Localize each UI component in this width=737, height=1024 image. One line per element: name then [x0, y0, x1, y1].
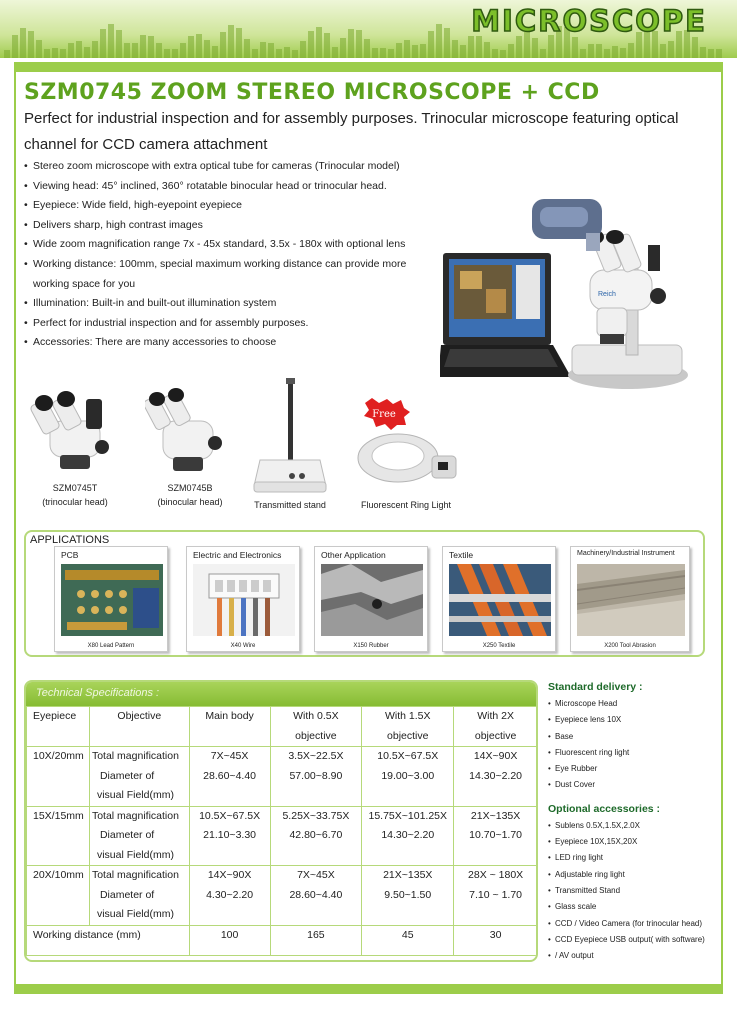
- equalizer-bar: [484, 42, 490, 58]
- feature-item: • Accessories: There are many accessories to choose: [24, 333, 444, 353]
- equalizer-bar: [540, 49, 546, 58]
- equalizer-bar: [244, 39, 250, 58]
- accessory-desc: (binocular head): [157, 497, 223, 507]
- value-cell: 3.5X~22.5X 57.00~8.90: [270, 747, 362, 807]
- equalizer-bar: [604, 49, 610, 58]
- value-cell: 10.5X~67.5X 19.00~3.00: [362, 747, 454, 807]
- working-distance-label: Working distance (mm): [27, 925, 190, 955]
- application-caption: X40 Wire: [230, 643, 256, 649]
- tool-abrasion-photo: [577, 564, 685, 636]
- header-eyepiece: Eyepiece: [27, 707, 90, 747]
- equalizer-bar: [716, 49, 722, 58]
- objective-cell: Total magnification Diameter of visual Field(mm): [89, 866, 189, 926]
- applications-heading: APPLICATIONS: [30, 534, 110, 546]
- equalizer-bar: [92, 41, 98, 58]
- spec-row-15x: [27, 806, 538, 866]
- application-title: Other Application: [321, 550, 386, 560]
- equalizer-bar: [276, 49, 282, 58]
- objective-cell: Total magnification Diameter of visual Field(mm): [89, 806, 189, 866]
- equalizer-bar: [580, 49, 586, 58]
- header-with-05x: With 0.5X objective: [270, 707, 362, 747]
- equalizer-bar: [356, 30, 362, 58]
- equalizer-bar: [380, 48, 386, 58]
- equalizer-bar: [156, 43, 162, 58]
- list-item: • Adjustable ring light: [548, 867, 728, 883]
- equalizer-bar: [500, 50, 506, 58]
- list-item: • / AV output: [548, 948, 728, 964]
- application-card-textile: [442, 546, 556, 652]
- feature-item: • Perfect for industrial inspection and for assembly purposes.: [24, 314, 444, 334]
- feature-item: • Illumination: Built-in and built-out illumination system: [24, 294, 444, 314]
- list-item: • Eyepiece lens 10X: [548, 712, 728, 728]
- accessory-binocular-head: [145, 383, 235, 509]
- spec-row-working-distance: [27, 925, 538, 955]
- top-divider: [14, 62, 723, 72]
- value-cell: 45: [362, 925, 454, 955]
- rubber-photo: [321, 564, 423, 636]
- objective-cell: Total magnification Diameter of visual Field(mm): [89, 747, 189, 807]
- eyepiece-cell: 20X/10mm: [27, 866, 90, 926]
- equalizer-bar: [268, 43, 274, 58]
- equalizer-bar: [364, 39, 370, 58]
- equalizer-bar: [332, 47, 338, 58]
- equalizer-bar: [596, 44, 602, 58]
- applications-panel: [24, 530, 705, 657]
- application-card-other: [314, 546, 428, 652]
- equalizer-bar: [44, 49, 50, 58]
- header-objective: Objective: [89, 707, 189, 747]
- equalizer-bar: [628, 43, 634, 58]
- equalizer-bar: [220, 32, 226, 58]
- equalizer-bar: [668, 41, 674, 58]
- value-cell: 21X~135X 9.50~1.50: [362, 866, 454, 926]
- equalizer-bar: [180, 43, 186, 58]
- spec-heading-bar: [26, 682, 536, 706]
- value-cell: 14X~90X 14.30~2.20: [454, 747, 538, 807]
- equalizer-bar: [428, 31, 434, 58]
- application-title: Electric and Electronics: [193, 550, 282, 560]
- accessory-ring-light: [350, 398, 462, 512]
- equalizer-bar: [292, 50, 298, 58]
- value-cell: 14X~90X 4.30~2.20: [189, 866, 270, 926]
- value-cell: 100: [189, 925, 270, 955]
- value-cell: 21X~135X 10.70~1.70: [454, 806, 538, 866]
- equalizer-bar: [28, 31, 34, 58]
- equalizer-bar: [252, 49, 258, 58]
- equalizer-bar: [436, 24, 442, 58]
- equalizer-bar: [476, 36, 482, 58]
- equalizer-bar: [140, 35, 146, 58]
- equalizer-bar: [76, 41, 82, 58]
- transmitted-stand-image: [248, 378, 332, 498]
- application-card-electric: [186, 546, 300, 652]
- accessory-name: Transmitted stand: [254, 500, 326, 510]
- equalizer-bar: [260, 42, 266, 58]
- feature-item: • Viewing head: 45° inclined, 360° rotatable binocular head or trinocular head.: [24, 177, 444, 197]
- equalizer-bar: [284, 47, 290, 58]
- optional-accessories-list: [548, 818, 728, 965]
- header-with-2x: With 2X objective: [454, 707, 538, 747]
- feature-list: [24, 157, 444, 353]
- eyepiece-cell: 15X/15mm: [27, 806, 90, 866]
- application-caption: X80 Lead Pattern: [87, 643, 135, 649]
- equalizer-bar: [372, 48, 378, 58]
- equalizer-bar: [508, 44, 514, 58]
- wire-photo: [193, 564, 295, 636]
- header-main-body: Main body: [189, 707, 270, 747]
- list-item: • Eyepiece 10X,15X,20X: [548, 834, 728, 850]
- value-cell: 7X~45X 28.60~4.40: [189, 747, 270, 807]
- eyepiece-cell: 10X/20mm: [27, 747, 90, 807]
- equalizer-bar: [692, 37, 698, 58]
- equalizer-bar: [420, 44, 426, 58]
- equalizer-bar: [196, 34, 202, 58]
- application-caption: X200 Tool Abrasion: [604, 643, 656, 649]
- header-band: [0, 0, 737, 58]
- product-hero-image: [440, 195, 695, 395]
- trinocular-head-image: [30, 383, 120, 481]
- list-item: • Microscope Head: [548, 696, 728, 712]
- page-subtitle: Perfect for industrial inspection and for assembly purposes. Trinocular microscope featuring optical channel for CCD camera attachment: [24, 110, 679, 153]
- list-item: • Dust Cover: [548, 777, 728, 793]
- free-badge: Free: [372, 409, 396, 420]
- list-item: • Eye Rubber: [548, 761, 728, 777]
- list-item: • Sublens 0.5X,1.5X,2.0X: [548, 818, 728, 834]
- equalizer-bar: [340, 38, 346, 58]
- equalizer-bar: [404, 40, 410, 58]
- feature-item: • Delivers sharp, high contrast images: [24, 216, 444, 236]
- accessory-name: SZM0745T: [52, 483, 98, 493]
- equalizer-bar: [708, 49, 714, 58]
- header-with-15x: With 1.5X objective: [362, 707, 454, 747]
- equalizer-bar: [300, 41, 306, 58]
- brand-wordmark: MICROSCOPE: [471, 4, 707, 38]
- equalizer-bar: [148, 36, 154, 58]
- standard-delivery-list: [548, 696, 728, 794]
- equalizer-bar: [516, 36, 522, 58]
- equalizer-bar: [84, 47, 90, 58]
- equalizer-bar: [68, 43, 74, 58]
- equalizer-bar: [460, 45, 466, 58]
- value-cell: 15.75X~101.25X 14.30~2.20: [362, 806, 454, 866]
- value-cell: 30: [454, 925, 538, 955]
- value-cell: 5.25X~33.75X 42.80~6.70: [270, 806, 362, 866]
- equalizer-bar: [236, 28, 242, 58]
- equalizer-bar: [660, 44, 666, 58]
- feature-item: • Working distance: 100mm, special maximum working distance can provide more working space for you: [24, 255, 444, 294]
- pcb-photo: [61, 564, 163, 636]
- application-title: Textile: [449, 550, 474, 560]
- equalizer-bar: [60, 49, 66, 58]
- equalizer-bar: [172, 49, 178, 58]
- equalizer-bar: [20, 28, 26, 58]
- binocular-head-image: [145, 383, 235, 481]
- equalizer-bar: [492, 49, 498, 58]
- equalizer-bar: [212, 46, 218, 58]
- equalizer-bar: [572, 37, 578, 58]
- equalizer-bar: [588, 44, 594, 58]
- spec-header-row: [27, 707, 538, 747]
- value-cell: 165: [270, 925, 362, 955]
- feature-item: • Wide zoom magnification range 7x - 45x standard, 3.5x - 180x with optional lens: [24, 235, 444, 255]
- equalizer-bar: [620, 48, 626, 58]
- value-cell: 28X ~ 180X 7.10 ~ 1.70: [454, 866, 538, 926]
- application-card-machinery: [570, 546, 690, 652]
- list-item: • CCD Eyepiece USB output( with software): [548, 932, 728, 948]
- svg-text:Reich: Reich: [598, 291, 616, 298]
- equalizer-bar: [4, 50, 10, 58]
- equalizer-bar: [348, 29, 354, 58]
- equalizer-bar: [52, 48, 58, 58]
- equalizer-bar: [188, 36, 194, 58]
- equalizer-bar: [228, 25, 234, 58]
- standard-delivery-heading: Standard delivery :: [548, 681, 643, 693]
- list-item: • Base: [548, 729, 728, 745]
- equalizer-bar: [204, 40, 210, 58]
- accessory-transmitted-stand: [248, 378, 332, 512]
- application-title: PCB: [61, 550, 79, 560]
- equalizer-bar: [116, 30, 122, 58]
- spec-table: [26, 706, 538, 956]
- list-item: • LED ring light: [548, 850, 728, 866]
- application-caption: X150 Rubber: [353, 643, 389, 649]
- equalizer-bar: [412, 45, 418, 58]
- bottom-divider: [14, 984, 723, 994]
- equalizer-bar: [308, 31, 314, 58]
- spec-heading: Technical Specifications :: [36, 687, 160, 699]
- optional-accessories-heading: Optional accessories :: [548, 802, 661, 815]
- equalizer-bar: [316, 27, 322, 58]
- equalizer-bar: [108, 24, 114, 58]
- value-cell: 10.5X~67.5X 21.10~3.30: [189, 806, 270, 866]
- list-item: • Transmitted Stand: [548, 883, 728, 899]
- delivery-and-options: [548, 680, 728, 964]
- value-cell: 7X~45X 28.60~4.40: [270, 866, 362, 926]
- accessory-desc: (trinocular head): [42, 497, 108, 507]
- application-title: Machinery/Industrial Instrument: [577, 550, 675, 557]
- equalizer-bar: [468, 36, 474, 58]
- equalizer-bar: [452, 40, 458, 58]
- ring-light-image: [350, 398, 462, 498]
- application-card-pcb: [54, 546, 168, 652]
- equalizer-bar: [612, 46, 618, 58]
- equalizer-bar: [700, 47, 706, 58]
- feature-item: • Eyepiece: Wide field, high-eyepoint eyepiece: [24, 196, 444, 216]
- list-item: • Fluorescent ring light: [548, 745, 728, 761]
- equalizer-bar: [100, 29, 106, 58]
- equalizer-bar: [396, 43, 402, 58]
- equalizer-bar: [444, 28, 450, 58]
- list-item: • Glass scale: [548, 899, 728, 915]
- equalizer-bar: [164, 49, 170, 58]
- equalizer-bar: [548, 35, 554, 58]
- equalizer-bar: [324, 33, 330, 58]
- accessory-trinocular-head: [30, 383, 120, 509]
- page-title: SZM0745 ZOOM STEREO MICROSCOPE + CCD: [24, 80, 600, 105]
- spec-row-10x: [27, 747, 538, 807]
- feature-item: • Stereo zoom microscope with extra optical tube for cameras (Trinocular model): [24, 157, 444, 177]
- accessory-name: SZM0745B: [167, 483, 213, 493]
- list-item: • CCD / Video Camera (for trinocular head): [548, 916, 728, 932]
- equalizer-bar: [124, 43, 130, 58]
- accessory-name: Fluorescent Ring Light: [360, 500, 452, 510]
- equalizer-bar: [36, 40, 42, 58]
- textile-photo: [449, 564, 551, 636]
- technical-specifications-panel: [24, 680, 538, 962]
- application-caption: X250 Textile: [482, 643, 516, 649]
- spec-row-20x: [27, 866, 538, 926]
- equalizer-bar: [132, 43, 138, 58]
- equalizer-bar: [532, 38, 538, 58]
- equalizer-bar: [388, 49, 394, 58]
- equalizer-bar: [12, 35, 18, 58]
